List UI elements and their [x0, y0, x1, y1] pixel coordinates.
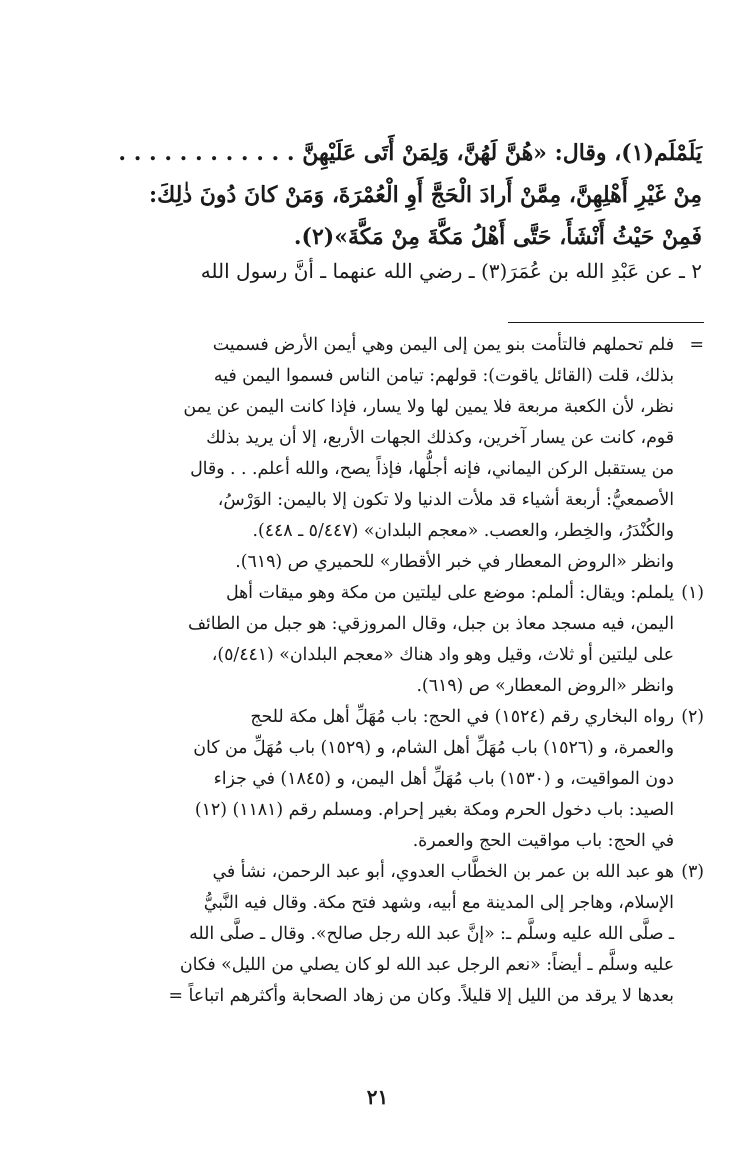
footnote-line: وانظر «الروض المعطار في خبر الأقطار» للحميري ص (٦١٩).	[235, 552, 674, 572]
footnote-line: والكُنْدَرُ، والخِطر، والعصب. «معجم البلدان» (٥/٤٤٧ ـ ٤٤٨).	[252, 521, 674, 541]
footnote-line: في الحج: باب مواقيت الحج والعمرة.	[412, 831, 674, 851]
footnote-separator	[508, 322, 704, 323]
footnote-line: الأصمعيُّ: أربعة أشياء قد ملأت الدنيا ولا تكون إلا باليمن: الوَرْسُ،	[217, 490, 674, 510]
main-text	[62, 132, 702, 258]
main-line: مِنْ غَيْرِ أَهْلِهِنَّ، مِمَّنْ أَرادَ الْحَجَّ أَوِ الْعُمْرَةَ، وَمَنْ كانَ دُونَ ذٰلِكَ:	[148, 182, 702, 208]
footnotes	[44, 330, 704, 1012]
footnote-line: قوم، كانت عن يسار آخرين، وكذلك الجهات الأربع، إلا أن يريد بذلك	[206, 428, 674, 448]
footnote-marker: (٢)	[681, 707, 704, 727]
footnote-line: عليه وسلَّم ـ أيضاً: «نعم الرجل عبد الله لو كان يصلي من الليل» فكان	[179, 955, 674, 975]
footnote-line: دون المواقيت، و (١٥٣٠) باب مُهَلِّ أهل اليمن، و (١٨٤٥) في جزاء	[213, 769, 674, 789]
main-line: فَمِنْ حَيْثُ أَنْشَأَ، حَتَّى أَهْلُ مَكَّةَ مِنْ مَكَّةَ»(٢).	[293, 224, 702, 250]
hadith-line: ٢ ـ عن عَبْدِ الله بن عُمَرَ(٣) ـ رضي الله عنهما ـ أنَّ رسول الله	[200, 259, 702, 283]
page-number: ٢١	[366, 1085, 389, 1109]
footnote-marker: (١)	[681, 583, 704, 603]
footnote-1	[44, 578, 704, 702]
footnote-3	[44, 857, 704, 1012]
footnote-line: بذلك، قلت (القائل ياقوت): قولهم: تيامن الناس فسموا اليمن فيه	[213, 366, 674, 386]
footnote-line: الصيد: باب دخول الحرم ومكة بغير إحرام. ومسلم رقم (١١٨١) (١٢)	[194, 800, 674, 820]
footnote-line: رواه البخاري رقم (١٥٢٤) في الحج: باب مُهَلِّ أهل مكة للحج	[250, 707, 674, 727]
footnote-line: هو عبد الله بن عمر بن الخطَّاب العدوي، أبو عبد الرحمن، نشأ في	[212, 862, 674, 882]
footnote-line: نظر، لأن الكعبة مربعة فلا يمين لها ولا يسار، فإذا كانت اليمن عن يمن	[183, 397, 674, 417]
footnote-line: الإسلام، وهاجر إلى المدينة مع أبيه، وشهد فتح مكة. وقال فيه النَّبيُّ	[203, 893, 674, 913]
footnote-marker: (٣)	[681, 862, 704, 882]
footnote-marker: =	[689, 335, 704, 355]
main-line: يَلَمْلَم(١)، وقال: «هُنَّ لَهُنَّ، وَلِمَنْ أَتَى عَلَيْهِنَّ . . . . . . . . . . . .	[118, 140, 702, 166]
footnote-continuation	[44, 330, 704, 578]
footnote-line: بعدها لا يرقد من الليل إلا قليلاً. وكان من زهاد الصحابة وأكثرهم اتباعاً =	[168, 986, 674, 1006]
footnote-line: من يستقبل الركن اليماني، فإنه أجلُّها، فإذاً يصح، والله أعلم. . . وقال	[190, 459, 674, 479]
footnote-line: اليمن، فيه مسجد معاذ بن جبل، وقال المروزقي: هو جبل من الطائف	[188, 614, 674, 634]
footnote-line: وانظر «الروض المعطار» ص (٦١٩).	[416, 676, 674, 696]
footnote-2	[44, 702, 704, 857]
footnote-line: فلم تحملهم فالتأمت بنو يمن إلى اليمن وهي أيمن الأرض فسميت	[212, 335, 674, 355]
footnote-line: على ليلتين أو ثلاث، وقيل وهو واد هناك «معجم البلدان» (٥/٤٤١)،	[211, 645, 674, 665]
footnote-line: ـ صلَّى الله عليه وسلَّم ـ: «إنَّ عبد الله رجل صالح». وقال ـ صلَّى الله	[189, 924, 674, 944]
footnote-line: يلملم: ويقال: ألملم: موضع على ليلتين من مكة وهو ميقات أهل	[225, 583, 674, 603]
footnote-line: والعمرة، و (١٥٢٦) باب مُهَلِّ أهل الشام، و (١٥٢٩) باب مُهَلِّ من كان	[193, 738, 674, 758]
